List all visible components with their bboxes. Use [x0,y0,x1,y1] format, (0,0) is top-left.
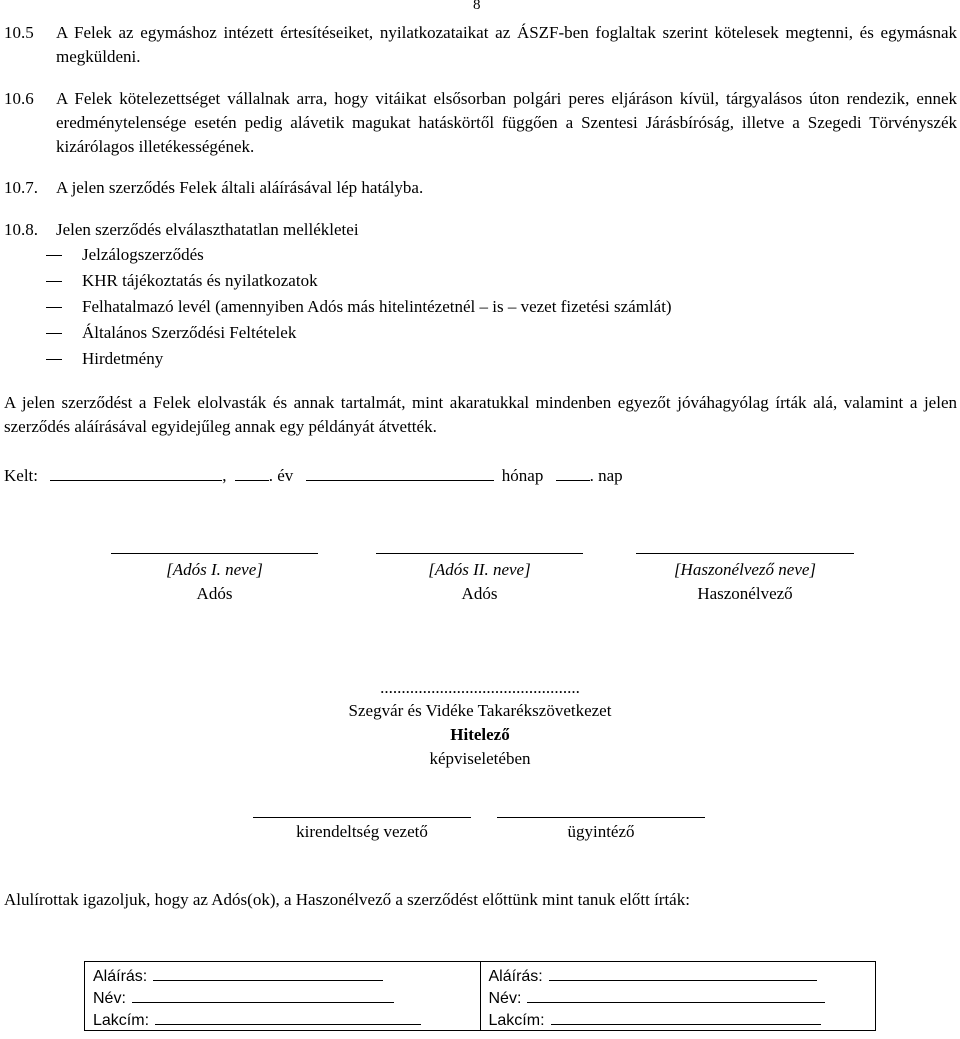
year-blank[interactable] [235,462,269,481]
witness-cell [85,962,481,1031]
signatory-name: [Adós I. neve] [166,560,263,579]
signatory-role: Adós [461,584,498,603]
section-number: 10.7. [4,178,38,197]
signatory-role: Adós [196,584,233,603]
lender-block [280,677,680,771]
witness-intro [4,888,957,912]
section-text: A Felek az egymáshoz intézett értesítéseiket, nyilatkozataikat az ÁSZF-ben foglaltak szerint kötelesek megtenni, és egymásnak megküldeni. [56,23,957,66]
lender-signature-dots: ............................................... [380,678,580,697]
section-10-5 [4,21,957,69]
dash-icon [46,281,62,282]
signatory-role: Haszonélvező [697,584,793,603]
lender-name: Szegvár és Vidéke Takarékszövetkezet [348,701,612,720]
kelt-label: Kelt: [4,466,38,485]
witness-cell [480,962,876,1031]
list-item: Általános Szerződési Feltételek [46,320,672,346]
list-item: Felhatalmazó levél (amennyiben Adós más hitelintézetnél – is – vezet fizetési számlát) [46,294,672,320]
section-number: 10.8. [4,220,38,239]
section-10-8 [4,218,957,242]
name-blank[interactable] [132,986,394,1003]
closing-statement [4,391,957,439]
place-blank[interactable] [50,462,222,481]
section-10-6 [4,87,957,159]
address-label: Lakcím: [488,1012,545,1029]
name-label: Név: [93,990,126,1007]
page-number: 8 [473,0,481,13]
signature-label: Aláírás: [488,968,543,985]
day-label: . nap [589,466,623,485]
signature-line[interactable] [636,553,854,554]
address-blank[interactable] [551,1008,821,1025]
signature-line[interactable] [111,553,318,554]
signatory-block [376,558,583,606]
year-label: . év [268,466,294,485]
lender-role: Hitelező [450,725,510,744]
section-number: 10.5 [4,23,34,42]
date-line [4,462,623,486]
signature-line[interactable] [497,817,705,818]
month-blank[interactable] [306,462,494,481]
section-text: A jelen szerződés Felek általi aláírásával lép hatályba. [56,178,424,197]
witness-intro-text: Alulírottak igazoljuk, hogy az Adós(ok), a Haszonélvező a szerződést előttünk mint tanuk előtt írták: [4,890,690,909]
list-item: KHR tájékoztatás és nyilatkozatok [46,268,672,294]
signature-line[interactable] [253,817,471,818]
signatory-block [111,558,318,606]
lender-representation: képviseletében [429,749,531,768]
signatory-block [626,558,864,606]
address-label: Lakcím: [93,1012,150,1029]
section-number: 10.6 [4,89,34,108]
name-blank[interactable] [527,986,825,1003]
section-10-7 [4,176,957,200]
name-label: Név: [488,990,522,1007]
address-blank[interactable] [155,1008,421,1025]
list-item: Hirdetmény [46,346,672,372]
signature-blank[interactable] [549,964,817,981]
section-text: A Felek kötelezettséget vállalnak arra, hogy vitáikat elsősorban polgári peres eljáráson kívül, tárgyalásos úton rendezik, ennek eredménytelensége esetén pedig alávetik magukat hatáskörtől függően a Szentesi Járásbíróság, illetve a Szegedi Törvényszék kizárólagos illetékességének. [56,89,957,156]
month-label: hónap [501,466,544,485]
signature-line[interactable] [376,553,583,554]
comma: , [222,466,227,485]
section-text: Jelen szerződés elválaszthatatlan mellékletei [56,220,359,239]
officer-title: kirendeltség vezető [296,822,428,841]
signatory-name: [Haszonélvező neve] [673,560,817,579]
dash-icon [46,333,62,334]
list-item: Jelzálogszerződés [46,242,672,268]
closing-text: A jelen szerződést a Felek elolvasták és annak tartalmát, mint akaratukkal mindenben egyezőt jóváhagyólag írták alá, valamint a jelen szerződés aláírásával egyidejűleg annak egy példányát átvették. [4,393,957,436]
signature-blank[interactable] [153,964,383,981]
witness-table [84,961,876,1031]
dash-icon [46,359,62,360]
officer-title: ügyintéző [567,822,635,841]
attachment-list [46,242,672,372]
signatory-name: [Adós II. neve] [428,560,531,579]
signature-label: Aláírás: [93,968,148,985]
day-blank[interactable] [556,462,590,481]
dash-icon [46,307,62,308]
dash-icon [46,255,62,256]
